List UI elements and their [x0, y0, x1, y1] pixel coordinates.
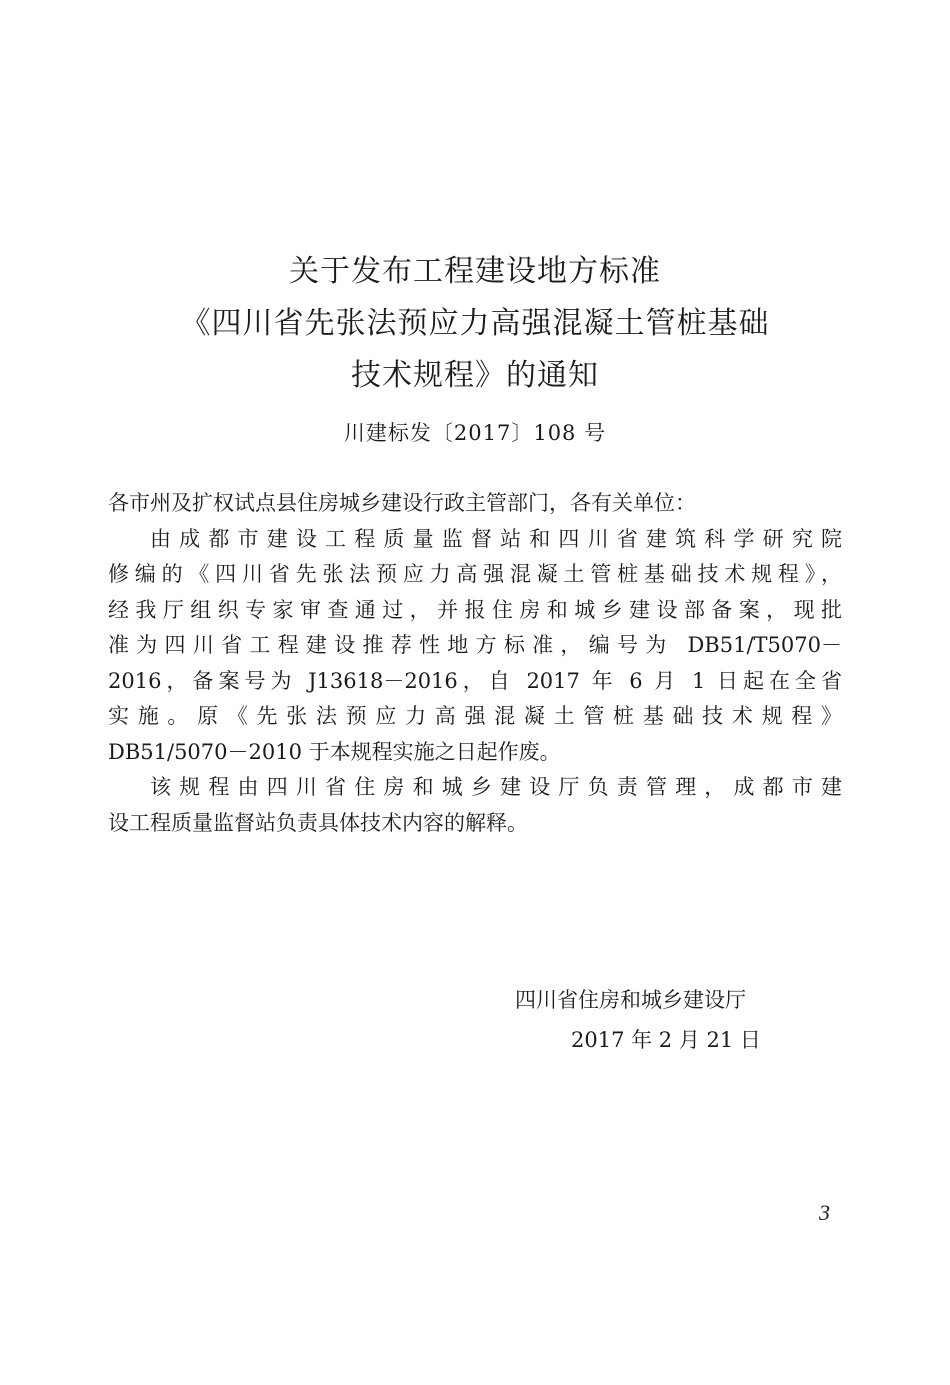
notice-title-line-1: 关于发布工程建设地方标准: [289, 254, 661, 289]
paragraph-1-line: 经我厅组织专家审查通过，并报住房和城乡建设部备案，现批: [108, 597, 842, 622]
notice-title-line-2: 《四川省先张法预应力高强混凝土管桩基础: [180, 306, 770, 341]
paragraph-2-line: 设工程质量监督站负责具体技术内容的解释。: [108, 810, 528, 835]
issuing-organization: 四川省住房和城乡建设厅: [515, 988, 746, 1012]
salutation: 各市州及扩权试点县住房城乡建设行政主管部门，各有关单位：: [108, 491, 696, 515]
notice-body: [108, 486, 842, 841]
paragraph-1-line: 准为四川省工程建设推荐性地方标准，编号为 DB51/T5070－: [108, 633, 842, 657]
page-number: 3: [819, 1200, 830, 1225]
document-number: 川建标发〔2017〕108 号: [343, 421, 607, 445]
issue-date: 2017 年 2 月 21 日: [571, 1028, 761, 1052]
paragraph-1-line: 修编的《四川省先张法预应力高强混凝土管桩基础技术规程》，: [108, 562, 842, 586]
paragraph-1-line: 实施。原《先张法预应力高强混凝土管桩基础技术规程》: [108, 704, 842, 728]
notice-title-line-3: 技术规程》的通知: [351, 358, 599, 393]
paragraph-2-line: 该规程由四川省住房和城乡建设厅负责管理，成都市建: [150, 775, 842, 799]
paragraph-1-line: 由成都市建设工程质量监督站和四川省建筑科学研究院: [150, 526, 842, 551]
paragraph-1-line: DB51/5070－2010 于本规程实施之日起作废。: [108, 739, 561, 764]
notice-header: [0, 246, 950, 450]
signature-block: [515, 980, 835, 1060]
paragraph-1-line: 2016，备案号为 J13618－2016，自 2017 年 6 月 1 日起在全省: [108, 668, 842, 693]
